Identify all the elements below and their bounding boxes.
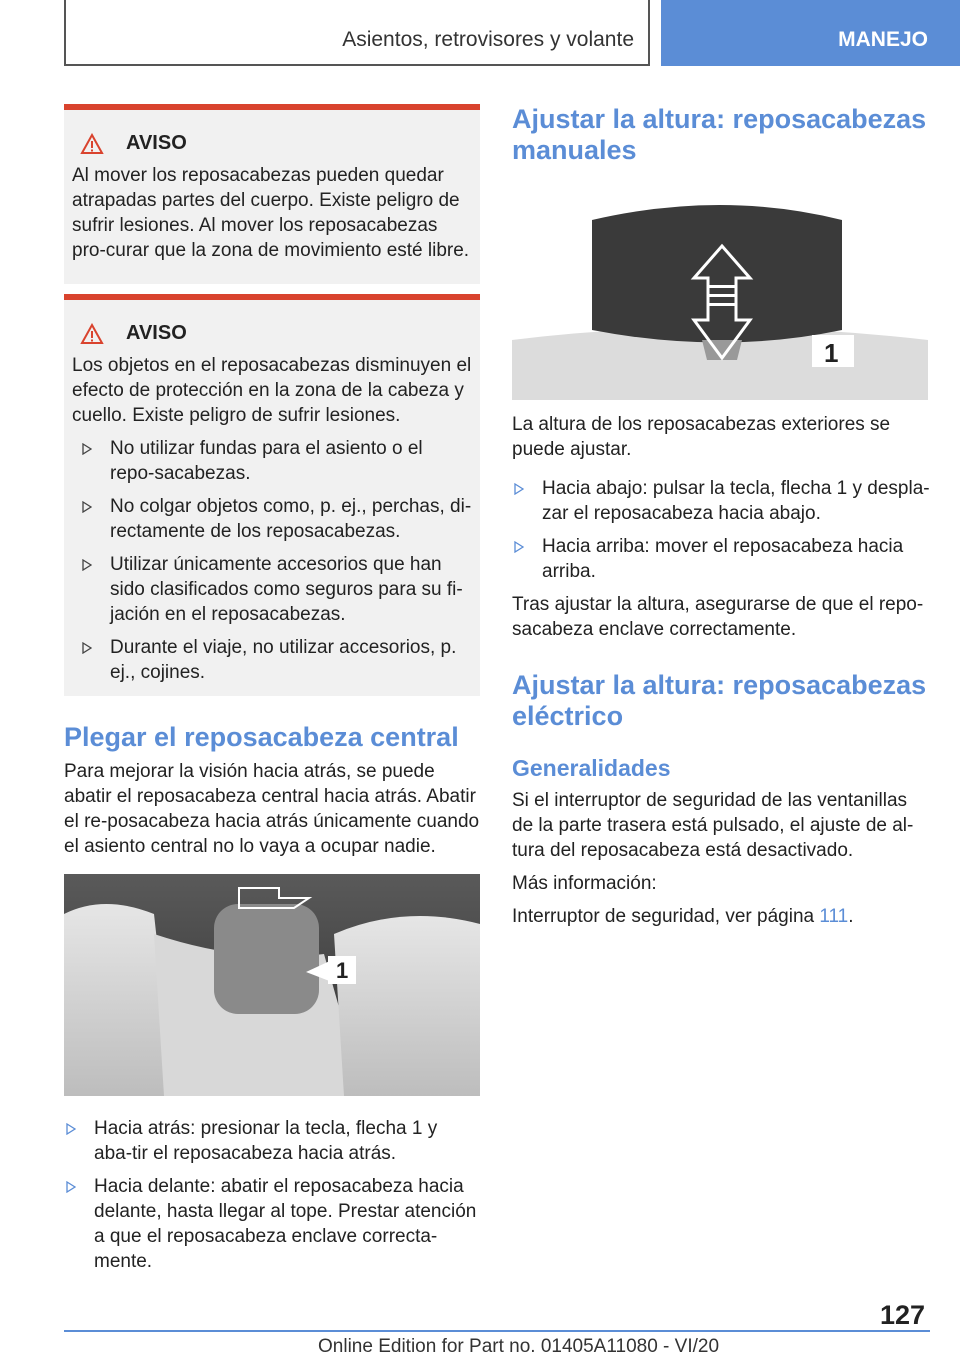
bullet-triangle-icon xyxy=(514,541,524,553)
manual-content xyxy=(512,412,930,642)
header-section-title: Asientos, retrovisores y volante xyxy=(342,28,634,51)
warning-title: AVISO xyxy=(126,132,187,154)
list-item: No colgar objetos como, p. ej., perchas, di‐rectamente de los reposacabezas. xyxy=(80,494,472,544)
page-link[interactable]: 111 xyxy=(819,906,849,927)
electric-section xyxy=(512,670,930,929)
warning-triangle-icon xyxy=(80,323,104,345)
warning-list xyxy=(80,436,472,685)
list-item: Utilizar únicamente accesorios que han sido clasificados como seguros para su fi‐jación en el reposacabezas. xyxy=(80,552,472,627)
fold-list-block xyxy=(64,1108,480,1282)
list-item: Hacia abajo: pulsar la tecla, flecha 1 y despla‐zar el reposacabeza hacia abajo. xyxy=(512,476,930,526)
bullet-triangle-icon xyxy=(82,501,92,513)
list-item: No utilizar fundas para el asiento o el repo‐sacabezas. xyxy=(80,436,472,486)
bullet-triangle-icon xyxy=(66,1181,76,1193)
bullet-triangle-icon xyxy=(514,483,524,495)
warning-box-1 xyxy=(64,104,480,284)
bullet-triangle-icon xyxy=(82,559,92,571)
bullet-triangle-icon xyxy=(66,1123,76,1135)
fold-heading: Plegar el reposacabeza central xyxy=(64,722,459,752)
electric-heading: Ajustar la altura: reposacabezas eléctrico xyxy=(512,670,927,731)
cross-reference: Interruptor de seguridad, ver página 111. xyxy=(512,906,854,927)
fold-text: Para mejorar la visión hacia atrás, se puede abatir el reposacabeza central hacia atrás. Abatir el re‐posacabeza hacia atrás únicamente cuando el asiento central no lo vaya a ocupar nadie. xyxy=(64,761,480,857)
electric-subheading: Generalidades xyxy=(512,755,671,781)
warning-box-2 xyxy=(64,294,480,696)
electric-text: Si el interruptor de seguridad de las ventanillas de la parte trasera está pulsado, el ajuste de al‐tura del reposacabeza está desactivado. xyxy=(512,790,914,861)
header-chapter-label: MANEJO xyxy=(838,28,928,51)
header-section-box xyxy=(64,0,650,66)
bullet-triangle-icon xyxy=(82,642,92,654)
list-item: Hacia arriba: mover el reposacabeza hacia arriba. xyxy=(512,534,930,584)
manual-heading: Ajustar la altura: reposacabezas manuales xyxy=(512,104,927,165)
manual-after-text: Tras ajustar la altura, asegurarse de que el repo‐sacabeza enclave correctamente. xyxy=(512,594,924,640)
manual-text: La altura de los reposacabezas exteriores se puede ajustar. xyxy=(512,414,891,460)
bullet-triangle-icon xyxy=(82,443,92,455)
warning-title: AVISO xyxy=(126,322,187,344)
header-chapter-tab[interactable] xyxy=(661,0,960,66)
image-callout-label: 1 xyxy=(336,958,349,983)
center-headrest-image xyxy=(64,874,480,1096)
warning-text: Los objetos en el reposacabezas disminuyen el efecto de protección en la zona de la cabeza y cuello. Existe peligro de sufrir lesiones. xyxy=(72,355,472,426)
fold-list xyxy=(64,1116,480,1274)
footer-edition: Online Edition for Part no. 01405A11080 - VI/20 xyxy=(318,1336,720,1357)
list-item: Hacia atrás: presionar la tecla, flecha 1 y aba‐tir el reposacabeza hacia atrás. xyxy=(64,1116,480,1166)
more-info-label: Más información: xyxy=(512,873,657,894)
manual-list xyxy=(512,476,930,584)
page-number: 127 xyxy=(880,1300,926,1330)
warning-text: Al mover los reposacabezas pueden quedar atrapadas partes del cuerpo. Existe peligro de sufrir lesiones. Al mover los reposacabezas pro‐curar que la zona de movimiento esté libre. xyxy=(72,165,470,261)
footer-divider xyxy=(64,1330,930,1332)
warning-triangle-icon xyxy=(80,133,104,155)
list-item: Hacia delante: abatir el reposacabeza hacia delante, hasta llegar al tope. Prestar atención a que el reposacabeza enclave correcta‐mente. xyxy=(64,1174,480,1274)
fold-section xyxy=(64,722,480,859)
list-item: Durante el viaje, no utilizar accesorios, p. ej., cojines. xyxy=(80,635,472,685)
image-callout-label: 1 xyxy=(824,338,839,368)
manual-headrest-image xyxy=(512,190,928,400)
manual-section xyxy=(512,104,930,166)
